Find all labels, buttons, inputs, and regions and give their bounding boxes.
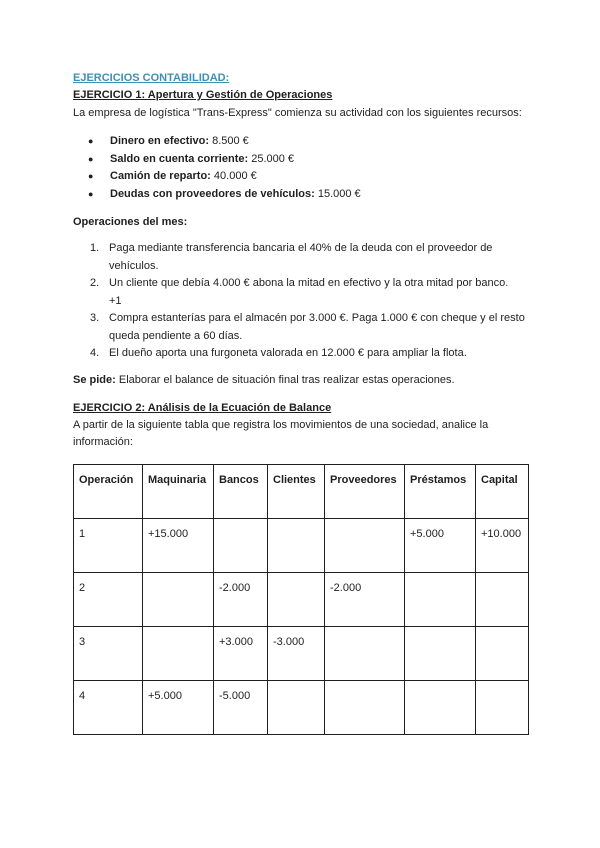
list-item: ● Dinero en efectivo: 8.500 €	[88, 133, 533, 151]
list-item: 1. Paga mediante transferencia bancaria el 40% de la deuda con el proveedor de vehículos.	[90, 242, 493, 272]
table-cell	[268, 518, 325, 572]
table-cell: +5.000	[405, 518, 476, 572]
table-cell	[476, 572, 529, 626]
bullet-icon: ●	[88, 188, 94, 199]
list-item: 2. Un cliente que debía 4.000 € abona la mitad en efectivo y la otra mitad por banco. +1	[90, 277, 509, 307]
table-header-row	[74, 464, 529, 518]
movements-table	[73, 464, 529, 735]
column-header: Clientes	[268, 464, 325, 518]
table-cell: -2.000	[214, 572, 268, 626]
bullet-icon: ●	[88, 136, 94, 146]
document-title: EJERCICIOS CONTABILIDAD:	[73, 72, 230, 84]
table-cell: +5.000	[143, 680, 214, 734]
bullet-icon: ●	[88, 153, 94, 164]
table-cell: 3	[74, 626, 143, 680]
table-cell: -5.000	[214, 680, 268, 734]
table-cell	[476, 680, 529, 734]
list-item: ● Saldo en cuenta corriente: 25.000 €	[88, 151, 533, 169]
column-header: Préstamos	[405, 464, 476, 518]
table-cell: 1	[74, 518, 143, 572]
table-cell	[325, 518, 405, 572]
request-label: Se pide:	[73, 373, 116, 386]
column-header: Operación	[74, 464, 143, 518]
table-cell: +3.000	[214, 626, 268, 680]
table-cell	[405, 572, 476, 626]
table-cell	[143, 626, 214, 680]
list-item: ● Camión de reparto: 40.000 €	[88, 168, 533, 186]
list-item: 4. El dueño aporta una furgoneta valorada en 12.000 € para ampliar la flota.	[90, 347, 467, 359]
bullet-icon: ●	[88, 171, 94, 181]
column-header: Capital	[476, 464, 529, 518]
request-text: Elaborar el balance de situación final tras realizar estas operaciones.	[115, 373, 455, 386]
table-cell: +10.000	[476, 518, 529, 572]
list-item: 3. Compra estanterías para el almacén por 3.000 €. Paga 1.000 € con cheque y el resto queda pendiente a 60 días.	[90, 312, 525, 342]
list-item: ● Deudas con proveedores de vehículos: 15.000 €	[88, 186, 533, 204]
table-cell	[405, 680, 476, 734]
exercise-2-intro: A partir de la siguiente tabla que registra los movimientos de una sociedad, analice la información:	[73, 418, 489, 448]
exercise-2-title: EJERCICIO 2: Análisis de la Ecuación de Balance	[73, 401, 332, 414]
table-cell	[405, 626, 476, 680]
table-cell: -3.000	[268, 626, 325, 680]
resources-list	[73, 133, 533, 203]
operations-list	[73, 240, 533, 363]
table-row	[74, 572, 529, 626]
column-header: Bancos	[214, 464, 268, 518]
table-cell	[325, 626, 405, 680]
table-row	[74, 626, 529, 680]
column-header: Proveedores	[325, 464, 405, 518]
exercise-1-title: EJERCICIO 1: Apertura y Gestión de Operaciones	[73, 89, 333, 101]
table-cell	[476, 626, 529, 680]
table-cell: +15.000	[143, 518, 214, 572]
table-cell: 4	[74, 680, 143, 734]
column-header: Maquinaria	[143, 464, 214, 518]
table-cell: -2.000	[325, 572, 405, 626]
table-cell	[268, 680, 325, 734]
table-cell	[325, 680, 405, 734]
table-cell	[143, 572, 214, 626]
operations-heading: Operaciones del mes:	[73, 216, 188, 228]
table-cell	[268, 572, 325, 626]
table-row	[74, 518, 529, 572]
request-paragraph	[73, 372, 533, 389]
table-cell	[214, 518, 268, 572]
table-cell: 2	[74, 572, 143, 626]
document-page	[73, 70, 533, 735]
table-row	[74, 680, 529, 734]
exercise-1-intro: La empresa de logística "Trans-Express" comienza su actividad con los siguientes recursos:	[73, 107, 522, 119]
